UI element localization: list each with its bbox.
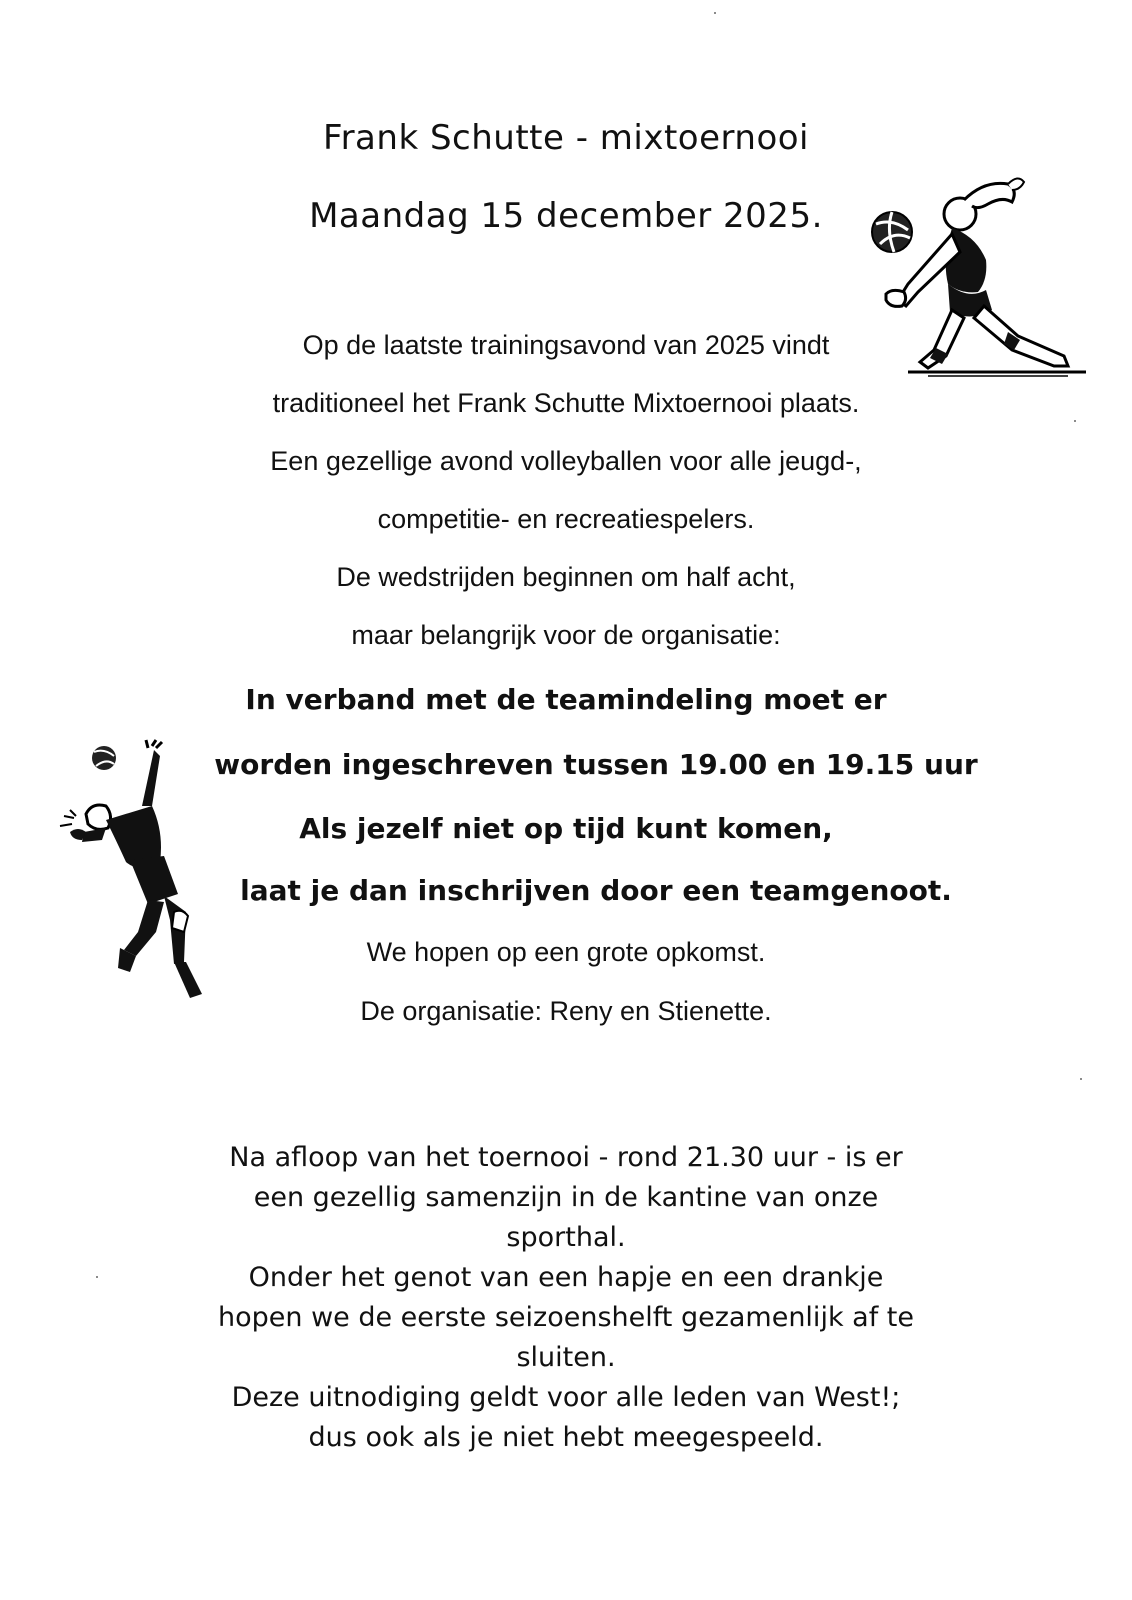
- scan-speck: [96, 1276, 98, 1278]
- flyer-title: Frank Schutte - mixtoernooi: [323, 118, 809, 158]
- volleyball-player-digging-icon: [868, 160, 1098, 390]
- notice-line: laat je dan inschrijven door een teamgenoot.: [240, 874, 952, 907]
- footer-line: dus ook als je niet hebt meegespeeld.: [308, 1422, 824, 1453]
- intro-line: maar belangrijk voor de organisatie:: [351, 620, 781, 650]
- closing-line: We hopen op een grote opkomst.: [366, 937, 766, 967]
- footer-line: sporthal.: [506, 1222, 626, 1253]
- intro-line: competitie- en recreatiespelers.: [377, 504, 755, 534]
- intro-line: De wedstrijden beginnen om half acht,: [336, 562, 796, 592]
- footer-line: Onder het genot van een hapje en een drankje: [248, 1262, 884, 1293]
- intro-line: Een gezellige avond volleyballen voor alle jeugd-,: [270, 446, 862, 476]
- footer-line: hopen we de eerste seizoenshelft gezamenlijk af te: [218, 1302, 914, 1333]
- notice-line: worden ingeschreven tussen 19.00 en 19.15 uur: [214, 748, 978, 781]
- notice-line: Als jezelf niet op tijd kunt komen,: [299, 812, 833, 845]
- volleyball-player-serving-icon: [56, 736, 216, 1006]
- organizers-line: De organisatie: Reny en Stienette.: [360, 996, 772, 1026]
- event-date: Maandag 15 december 2025.: [309, 196, 823, 236]
- notice-line: In verband met de teamindeling moet er: [245, 683, 887, 716]
- intro-line: Op de laatste trainingsavond van 2025 vindt: [302, 330, 830, 360]
- footer-line: sluiten.: [516, 1342, 616, 1373]
- intro-line: traditioneel het Frank Schutte Mixtoernooi plaats.: [272, 388, 860, 418]
- footer-line: Deze uitnodiging geldt voor alle leden van West!;: [231, 1382, 901, 1413]
- scan-speck: [714, 12, 716, 14]
- footer-line: een gezellig samenzijn in de kantine van onze: [253, 1182, 879, 1213]
- scan-speck: [1074, 420, 1076, 422]
- footer-line: Na afloop van het toernooi - rond 21.30 uur - is er: [229, 1142, 903, 1173]
- scan-speck: [1080, 1078, 1082, 1080]
